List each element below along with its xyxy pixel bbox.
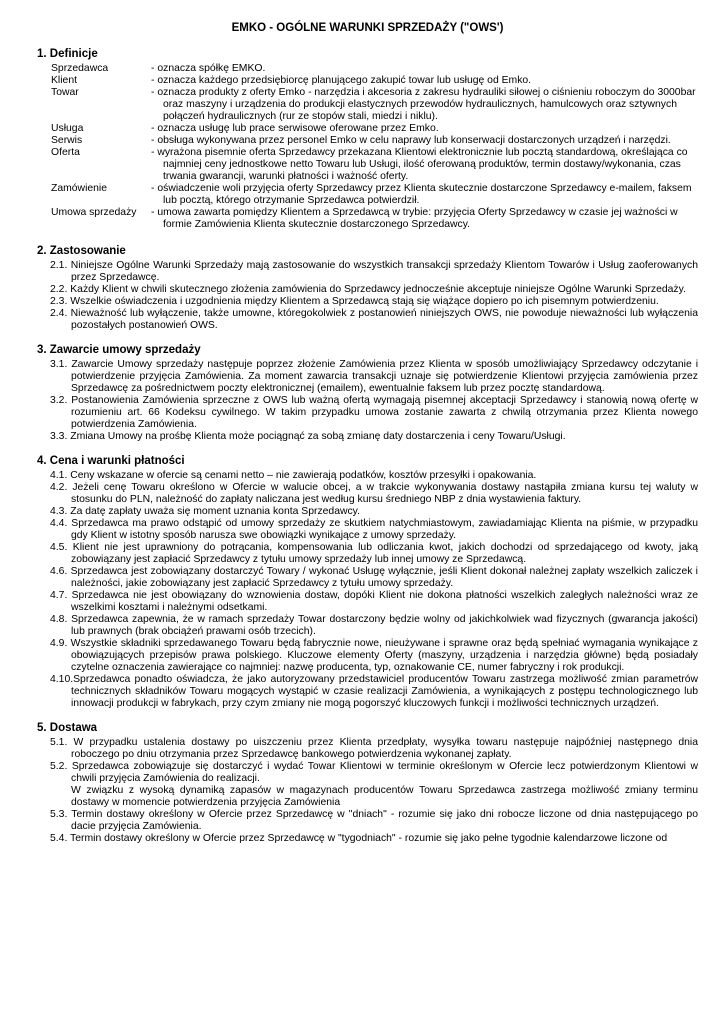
clause-continuation: W związku z wysoką dynamiką zapasów w magazynach producentów Towaru Sprzedawca zastrzega możliwość zmiany terminu dostawy w momencie potwierdzenia przyjęcia Zamówienia [71, 785, 698, 808]
definition-row [51, 135, 698, 147]
definition-term: Oferta [51, 147, 80, 158]
definition-term: Usługa [51, 123, 84, 134]
clause [50, 470, 698, 482]
definition-term: Zamówienie [51, 183, 108, 194]
clause-number: 3.2. [50, 395, 68, 406]
clause [50, 395, 698, 431]
clause [50, 833, 698, 845]
clauses-list [50, 470, 698, 710]
definition-row [51, 75, 698, 87]
clause [50, 296, 698, 308]
clause [50, 506, 698, 518]
definition-term: Serwis [51, 135, 83, 146]
definition-text: - oznacza usługę lub prace serwisowe oferowane przez Emko. [151, 123, 439, 134]
clause-text: Sprzedawca ponadto oświadcza, że jako autoryzowany przedstawiciel producentów Towaru zastrzega możliwość zmian parametrów technicznych składników Towaru mogących wystąpić w czasie realizacji Zamówienia, a wynikających z postępu technologicznego lub innowacji produkcji w fabrykach, przy czym zmiany nie mogą pogorszyć kluczowych funkcji i możliwości technicznych urządzeń. [71, 674, 698, 709]
clause-text: Wszelkie oświadczenia i uzgodnienia między Klientem a Sprzedawcą stają się wiążące dopiero po ich pisemnym potwierdzeniu. [70, 296, 659, 307]
clause [50, 809, 698, 833]
clause-number: 4.3. [50, 506, 68, 517]
clause [50, 737, 698, 761]
clause [50, 674, 698, 710]
section-heading: 5. Dostawa [37, 722, 98, 734]
clause [50, 590, 698, 614]
clause [50, 518, 698, 542]
definitions-list [51, 63, 698, 231]
clause-text: Sprzedawca jest zobowiązany dostarczyć Towary / wykonać Usługę wyłącznie, jeśli Klient dokonał należnej zapłaty wszelkich zaliczek i należności, jakie zobowiązany jest zapłacić Sprzedawcy z tytułu umowy sprzedaży. [70, 566, 698, 589]
clause-text: Sprzedawca ma prawo odstąpić od umowy sprzedaży ze skutkiem natychmiastowym, zawiadamiając Klienta na piśmie, w przypadku gdy Klient w istotny sposób narusza swe obowiązki wynikające z umowy sprzedaży. [71, 518, 698, 541]
clause-number: 4.4. [50, 518, 68, 529]
clause-number: 2.4. [50, 308, 68, 319]
clause-number: 5.3. [50, 809, 68, 820]
clause-text: Postanowienia Zamówienia sprzeczne z OWS lub ważną ofertą wymagają pisemnej akceptacji Sprzedawcy i stanowią nową ofertę w rozumieniu art. 66 Kodeksu cywilnego. W takim przypadku umowa zostanie zawarta z chwilą otrzymania przez Klienta nowego potwierdzenia Zamówienia. [71, 395, 698, 430]
section-price-payment [37, 455, 698, 710]
definition-row [51, 87, 698, 123]
clause-text: Ceny wskazane w ofercie są cenami netto – nie zawierają podatków, kosztów przesyłki i opakowania. [70, 470, 537, 481]
definition-row [51, 207, 698, 231]
clause [50, 431, 698, 443]
definition-text: - oznacza każdego przedsiębiorcę planującego zakupić towar lub usługę od Emko. [151, 75, 532, 86]
clause-number: 4.10. [50, 674, 74, 685]
document-title: EMKO - OGÓLNE WARUNKI SPRZEDAŻY ("OWS') [231, 22, 504, 34]
definition-term: Sprzedawca [51, 63, 109, 74]
clause-number: 3.3. [50, 431, 68, 442]
clause-text: Nieważność lub wyłączenie, także umowne, któregokolwiek z postanowień niniejszych OWS, nie powoduje nieważności lub wyłączenia pozostałych postanowień OWS. [70, 308, 698, 331]
definition-term: Towar [51, 87, 79, 98]
clause-text: Jeżeli cenę Towaru określono w Ofercie w walucie obcej, a w trakcie wykonywania dostawy nastąpiła zmiana kursu tej waluty w stosunku do PLN, należność do zapłaty naliczana jest według kursu średniego NBP z dnia wystawienia faktury. [71, 482, 698, 505]
clause-text: Wszystkie składniki sprzedawanego Towaru będą fabrycznie nowe, nieużywane i sprawne oraz będą spełniać wymagania wynikające z obowiązujących przepisów prawa polskiego. Kluczowe elementy Oferty (maszyny, urządzenia i narzędzia główne) będą posiadały czytelne oznaczenia zawierające co najmniej: nazwę producenta, typ, oznakowanie CE, numer fabryczny i rok produkcji. [70, 638, 698, 673]
clause-text: Termin dostawy określony w Ofercie przez Sprzedawcę w "tygodniach" - rozumie się jako pełne tygodnie kalendarzowe liczone od [70, 833, 668, 844]
clause [50, 566, 698, 590]
clause [50, 542, 698, 566]
section-contract-conclusion [37, 344, 698, 443]
clause-text: Sprzedawca nie jest obowiązany do wznowienia dostaw, dopóki Klient nie dokona płatności wszelkich zaległych należności wraz ze wszelkimi kosztami i należnymi odsetkami. [71, 590, 698, 613]
section-heading: 3. Zawarcie umowy sprzedaży [37, 344, 201, 356]
clause-text: Za datę zapłaty uważa się moment uznania konta Sprzedawcy. [70, 506, 360, 517]
section-delivery [37, 722, 698, 845]
clause [50, 761, 698, 809]
definition-text: - oznacza spółkę EMKO. [151, 63, 266, 74]
clause [50, 638, 698, 674]
clause-number: 4.8. [50, 614, 68, 625]
definition-row [51, 63, 698, 75]
definition-text: - wyrażona pisemnie oferta Sprzedawcy przekazana Klientowi elektronicznie lub pocztą standardową, określająca co najmniej ceny jednostkowe netto Towaru lub Usługi, ilość oferowaną produktów, termin dostawy/wykonania, czas trwania gwarancji, warunki płatności i ważność oferty. [151, 147, 688, 182]
clause [50, 260, 698, 284]
clause [50, 284, 698, 296]
clauses-list [50, 359, 698, 443]
section-heading: 4. Cena i warunki płatności [37, 455, 185, 467]
clause-number: 4.5. [50, 542, 68, 553]
clause-number: 3.1. [50, 359, 68, 370]
section-definitions [37, 48, 698, 231]
clause [50, 359, 698, 395]
clause [50, 482, 698, 506]
clause-number: 5.1. [50, 737, 68, 748]
clause-text: Sprzedawca zapewnia, że w ramach sprzedaży Towar dostarczony będzie wolny od jakichkolwiek wad fizycznych (gwarancja jakości) lub prawnych (brak obciążeń prawami osób trzecich). [71, 614, 698, 637]
clause-number: 4.9. [50, 638, 68, 649]
clause-number: 5.4. [50, 833, 68, 844]
clause-text: Zmiana Umowy na prośbę Klienta może pociągnąć za sobą zmianę daty dostarczenia i ceny Towaru/Usługi. [70, 431, 566, 442]
clause-number: 4.7. [50, 590, 68, 601]
definition-term: Umowa sprzedaży [51, 207, 137, 218]
clause-number: 4.2. [50, 482, 68, 493]
clause-number: 2.2. [50, 284, 68, 295]
definition-text: - obsługa wykonywana przez personel Emko w celu naprawy lub konserwacji dostarczonych urządzeń i narzędzi. [151, 135, 671, 146]
clause-number: 2.1. [50, 260, 68, 271]
definition-row [51, 123, 698, 135]
clause-text: Termin dostawy określony w Ofercie przez Sprzedawcę w "dniach" - rozumie się jako dni robocze liczone od dnia następującego po dacie przyjęcia Zamówienia. [71, 809, 698, 832]
clause-number: 5.2. [50, 761, 68, 772]
clause-text: Zawarcie Umowy sprzedaży następuje poprzez złożenie Zamówienia przez Klienta w sposób umożliwiający Sprzedawcy odczytanie i potwierdzenie przyjęcia Zamówienia. Za moment zawarcia transakcji uznaje się potwierdzenie Klientowi przyjęcia zamówienia przez Sprzedawcę za pośrednictwem poczty elektronicznej (emailem), ewentualnie faksem lub przez pocztę standardową. [71, 359, 698, 394]
section-heading: 2. Zastosowanie [37, 245, 126, 257]
clause-text: Klient nie jest uprawniony do potrącania, kompensowania lub odliczania kwot, jakich dochodzi od sprzedającego od kwoty, jaką zobowiązany jest zapłacić Sprzedawcy z tytułu umowy sprzedaży lub innej umowy ze Sprzedawcą. [71, 542, 699, 565]
clause-text: Niniejsze Ogólne Warunki Sprzedaży mają zastosowanie do wszystkich transakcji sprzedaży Klientom Towarów i Usług zaoferowanych przez Sprzedawcę. [70, 260, 698, 283]
definition-text: - umowa zawarta pomiędzy Klientem a Sprzedawcą w trybie: przyjęcia Oferty Sprzedawcy w czasie jej ważności w formie Zamówienia Klienta skutecznie dostarczonego Sprzedawcy. [151, 207, 678, 230]
section-heading: 1. Definicje [37, 48, 98, 60]
clause [50, 614, 698, 638]
clause-text: W przypadku ustalenia dostawy po uiszczeniu przez Klienta przedpłaty, wysyłka towaru następuje najpóźniej następnego dnia roboczego po dniu otrzymania przez Sprzedawcę bankowego potwierdzenia wykonanej zapłaty. [71, 737, 698, 760]
clause-number: 4.6. [50, 566, 68, 577]
definition-text: - oświadczenie woli przyjęcia oferty Sprzedawcy przez Klienta skutecznie dostarczone Sprzedawcy e-mailem, faksem lub pocztą, którego otrzymanie Sprzedawca potwierdził. [151, 183, 692, 206]
clauses-list [50, 737, 698, 845]
definition-term: Klient [51, 75, 77, 86]
clauses-list [50, 260, 698, 332]
clause-number: 4.1. [50, 470, 68, 481]
clause-text: Każdy Klient w chwili skutecznego złożenia zamówienia do Sprzedawcy jednocześnie akceptuje niniejsze Ogólne Warunki Sprzedaży. [70, 284, 686, 295]
clause [50, 308, 698, 332]
section-application [37, 245, 698, 332]
definition-row [51, 183, 698, 207]
clause-text: Sprzedawca zobowiązuje się dostarczyć i wydać Towar Klientowi w terminie określonym w Ofercie lecz potwierdzonym Klientowi w chwili przyjęcia Zamówienia do realizacji. [71, 761, 698, 784]
definition-text: - oznacza produkty z oferty Emko - narzędzia i akcesoria z zakresu hydrauliki siłowej o ciśnieniu roboczym do 3000bar oraz maszyny i urządzenia do produkcji elastycznych przewodów hydraulicznych, hamulcowych oraz sztywnych połączeń hydraulicznych (rur ze stopów stali, miedzi i niklu). [151, 87, 696, 122]
clause-number: 2.3. [50, 296, 68, 307]
definition-row [51, 147, 698, 183]
